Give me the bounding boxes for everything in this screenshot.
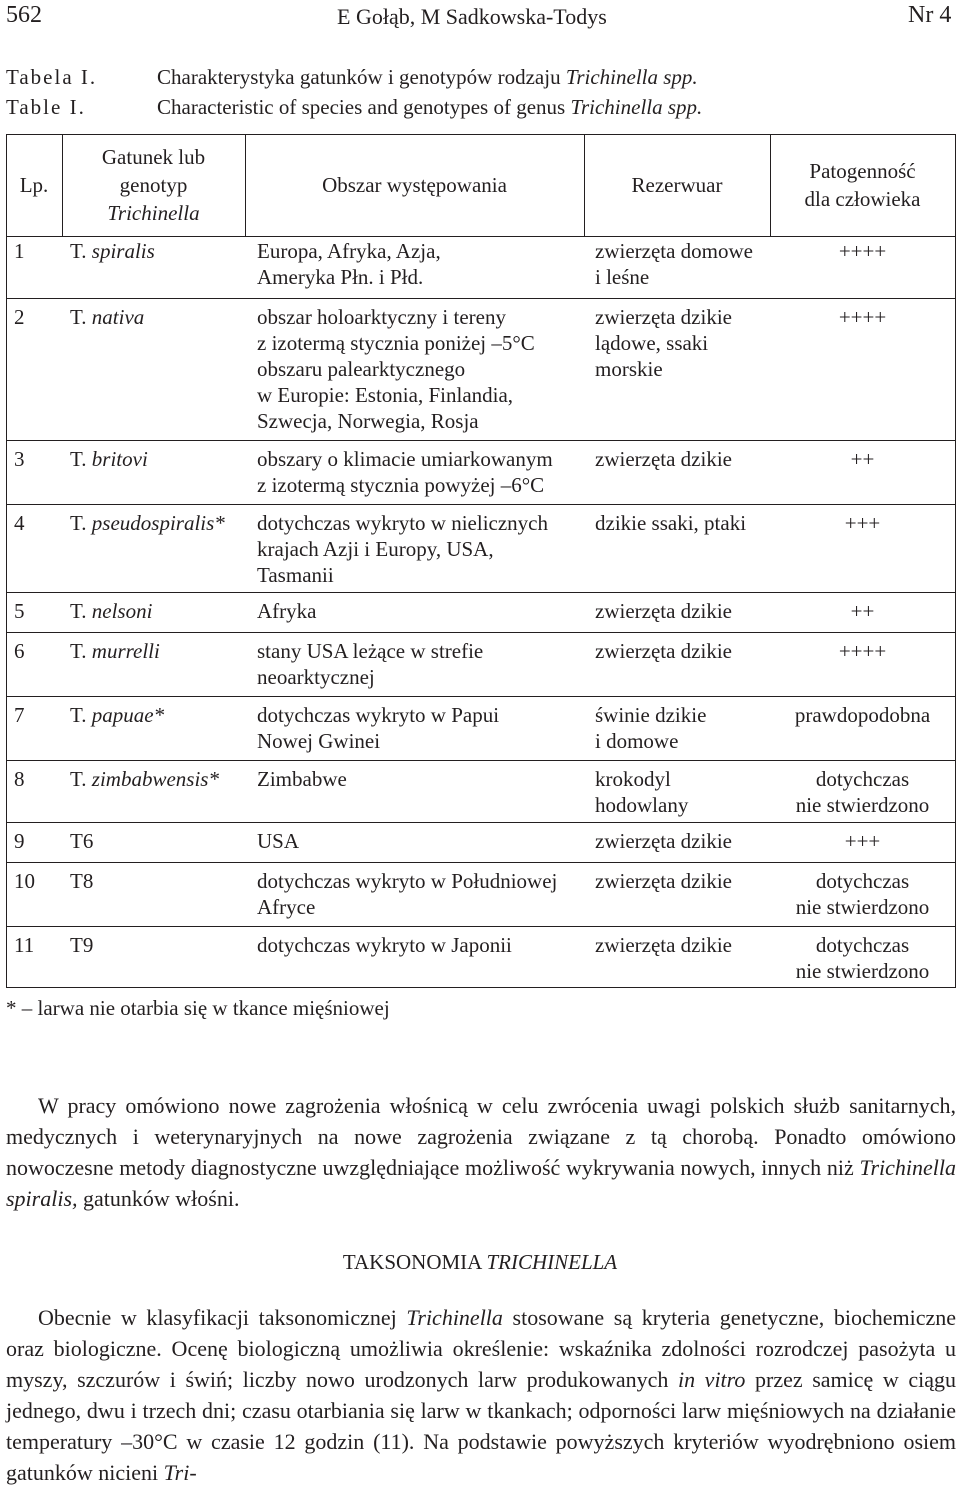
- table-bottom-rule: [6, 987, 956, 988]
- pathogenicity: ++: [850, 599, 875, 623]
- species-name: T6: [70, 829, 94, 853]
- body-paragraph: Obecnie w klasyfikacji taksonomicznej Trichinella stosowane są kryteria genetyczne, biochemiczne oraz biologiczne. Ocenę biologiczną umożliwia określenie: wskaźnika zdolności rozrodczej pasożyta u myszy, szczurów i świń; liczby nowo urodzonych larw produkowanych in vitro przez samicę w ciągu jednego, dwu i trzech dni; czasu otarbiania się larw w tkankach; odporności larw mięśniowych na działanie temperatury –30°C w czasie 12 godzin (11). Na podstawie powyższych kryteriów wyodrębniono osiem gatunków nicieni Tri-: [6, 1305, 956, 1485]
- issue-number: Nr 4: [908, 2, 952, 28]
- body-paragraph: W pracy omówiono nowe zagrożenia włośnicą w celu zwrócenia uwagi polskich służb sanitarnych, medycznych i weterynaryjnych na nowe zagrożenia związane z tą chorobą. Ponadto omówiono nowoczesne metody diagnostyczne uwzględniające możliwość wykrywania nowych, innych niż Trichinella spiralis, gatunków włośni.: [6, 1093, 956, 1211]
- occurrence-area: Europa, Afryka, Azja,: [257, 239, 441, 263]
- pathogenicity: +++: [844, 829, 881, 853]
- species-name: T. papuae*: [70, 703, 165, 727]
- pathogenicity: dotychczas: [815, 869, 910, 893]
- row-number: 6: [14, 639, 25, 663]
- reservoir: hodowlany: [595, 793, 689, 817]
- reservoir: zwierzęta dzikie: [595, 639, 732, 663]
- row-rule: [6, 592, 956, 593]
- reservoir: zwierzęta dzikie: [595, 447, 732, 471]
- occurrence-area: dotychczas wykryto w Papui: [257, 703, 500, 727]
- row-number: 11: [14, 933, 35, 957]
- occurrence-area: obszar holoarktyczny i tereny: [257, 305, 506, 329]
- pathogenicity: +++: [844, 511, 881, 535]
- occurrence-area: krajach Azji i Europy, USA,: [257, 537, 494, 561]
- header-species: genotyp: [119, 173, 188, 197]
- pathogenicity: nie stwierdzono: [795, 959, 930, 983]
- occurrence-area: Zimbabwe: [257, 767, 347, 791]
- pathogenicity: dotychczas: [815, 933, 910, 957]
- occurrence-area: Ameryka Płn. i Płd.: [257, 265, 424, 289]
- occurrence-area: w Europie: Estonia, Finlandia,: [257, 383, 514, 407]
- occurrence-area: Szwecja, Norwegia, Rosja: [257, 409, 479, 433]
- header-area: Obszar występowania: [322, 173, 507, 197]
- table-left-rule: [6, 134, 7, 987]
- occurrence-area: obszary o klimacie umiarkowanym: [257, 447, 553, 471]
- header-species: Gatunek lub: [101, 145, 206, 169]
- occurrence-area: Tasmanii: [257, 563, 334, 587]
- header-bottom-rule: [6, 236, 956, 237]
- reservoir: i leśne: [595, 265, 650, 289]
- occurrence-area: stany USA leżące w strefie: [257, 639, 484, 663]
- reservoir: zwierzęta dzikie: [595, 933, 732, 957]
- row-rule: [6, 926, 956, 927]
- header-species: Trichinella: [107, 201, 200, 225]
- header-pathogenicity: Patogenność: [809, 159, 916, 183]
- header-divider: [770, 134, 771, 236]
- row-number: 3: [14, 447, 25, 471]
- row-rule: [6, 760, 956, 761]
- pathogenicity: nie stwierdzono: [795, 793, 930, 817]
- caption-text-en: Characteristic of species and genotypes of genus Trichinella spp.: [157, 95, 703, 119]
- occurrence-area: z izotermą stycznia powyżej –6°C: [257, 473, 545, 497]
- pathogenicity: ++++: [838, 305, 887, 329]
- pathogenicity: nie stwierdzono: [795, 895, 930, 919]
- reservoir: świnie dzikie: [595, 703, 707, 727]
- reservoir: morskie: [595, 357, 663, 381]
- pathogenicity: ++: [850, 447, 875, 471]
- row-rule: [6, 440, 956, 441]
- row-rule: [6, 696, 956, 697]
- reservoir: zwierzęta dzikie: [595, 829, 732, 853]
- species-name: T. pseudospiralis*: [70, 511, 225, 535]
- reservoir: i domowe: [595, 729, 679, 753]
- reservoir: zwierzęta domowe: [595, 239, 754, 263]
- reservoir: krokodyl: [595, 767, 671, 791]
- section-heading: TAKSONOMIA TRICHINELLA: [342, 1250, 618, 1274]
- caption-label-pl: Tabela I.: [6, 65, 98, 89]
- reservoir: zwierzęta dzikie: [595, 869, 732, 893]
- species-name: T8: [70, 869, 94, 893]
- pathogenicity: dotychczas: [815, 767, 910, 791]
- occurrence-area: dotychczas wykryto w nielicznych: [257, 511, 548, 535]
- caption-label-en: Table I.: [6, 95, 86, 119]
- species-name: T. nelsoni: [70, 599, 153, 623]
- species-name: T. britovi: [70, 447, 148, 471]
- occurrence-area: neoarktycznej: [257, 665, 375, 689]
- occurrence-area: USA: [257, 829, 300, 853]
- row-number: 8: [14, 767, 25, 791]
- row-rule: [6, 862, 956, 863]
- row-rule: [6, 298, 956, 299]
- header-reservoir: Rezerwuar: [631, 173, 723, 197]
- pathogenicity: ++++: [838, 239, 887, 263]
- reservoir: dzikie ssaki, ptaki: [595, 511, 747, 535]
- running-title: E Gołąb, M Sadkowska-Todys: [337, 4, 607, 29]
- species-name: T. nativa: [70, 305, 145, 329]
- row-number: 2: [14, 305, 25, 329]
- reservoir: lądowe, ssaki: [595, 331, 709, 355]
- occurrence-area: obszaru palearktycznego: [257, 357, 466, 381]
- occurrence-area: z izotermą stycznia poniżej –5°C: [257, 331, 535, 355]
- row-number: 4: [14, 511, 25, 535]
- occurrence-area: Afryce: [257, 895, 316, 919]
- species-name: T. murrelli: [70, 639, 160, 663]
- table-footnote: * – larwa nie otarbia się w tkance mięśniowej: [6, 996, 390, 1020]
- table-right-rule: [955, 134, 956, 987]
- reservoir: zwierzęta dzikie: [595, 305, 732, 329]
- caption-text-pl: Charakterystyka gatunków i genotypów rodzaju Trichinella spp.: [157, 65, 698, 89]
- row-rule: [6, 504, 956, 505]
- header-lp: Lp.: [19, 173, 49, 197]
- occurrence-area: Afryka: [257, 599, 317, 623]
- occurrence-area: dotychczas wykryto w Południowej: [257, 869, 558, 893]
- row-number: 5: [14, 599, 25, 623]
- species-name: T9: [70, 933, 94, 957]
- row-rule: [6, 822, 956, 823]
- table-top-rule: [6, 134, 956, 135]
- row-rule: [6, 632, 956, 633]
- species-name: T. spiralis: [70, 239, 155, 263]
- row-number: 10: [14, 869, 35, 893]
- header-pathogenicity: dla człowieka: [804, 187, 921, 211]
- row-number: 7: [14, 703, 25, 727]
- page-number: 562: [6, 2, 42, 28]
- occurrence-area: dotychczas wykryto w Japonii: [257, 933, 512, 957]
- reservoir: zwierzęta dzikie: [595, 599, 732, 623]
- pathogenicity: ++++: [838, 639, 887, 663]
- row-number: 1: [14, 239, 25, 263]
- occurrence-area: Nowej Gwinei: [257, 729, 381, 753]
- row-number: 9: [14, 829, 25, 853]
- pathogenicity: prawdopodobna: [794, 703, 931, 727]
- species-name: T. zimbabwensis*: [70, 767, 219, 791]
